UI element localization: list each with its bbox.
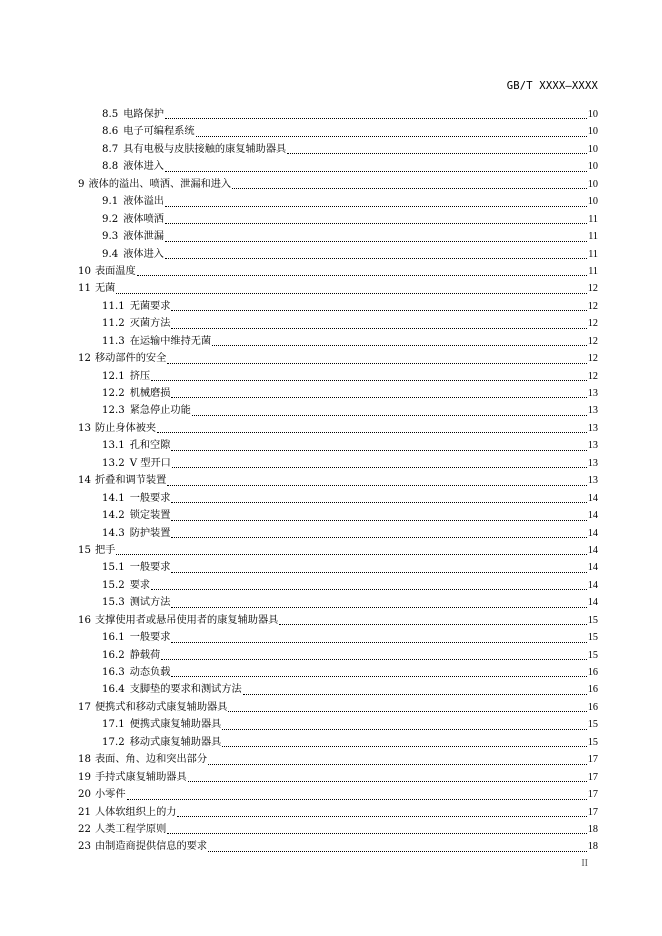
toc-leader-dots [171, 328, 586, 329]
toc-leader-dots [279, 624, 586, 625]
toc-entry-page: 15 [587, 719, 598, 731]
toc-leader-dots [116, 293, 586, 294]
toc-entry[interactable] [78, 612, 598, 629]
toc-entry-page: 14 [587, 527, 598, 539]
toc-entry-number: 15 [78, 544, 91, 556]
toc-leader-dots [171, 572, 586, 573]
toc-entry-number: 9 [78, 178, 85, 190]
toc-entry-number: 19 [78, 771, 91, 783]
toc-entry-page: 11 [588, 265, 598, 277]
toc-entry-page: 12 [587, 353, 598, 365]
toc-entry[interactable] [78, 402, 598, 419]
toc-entry-title: 挤压 [129, 370, 151, 382]
toc-entry[interactable] [78, 211, 598, 228]
toc-entry-title: 锁定装置 [129, 510, 171, 522]
toc-entry[interactable] [78, 699, 598, 716]
toc-entry-number: 22 [78, 823, 91, 835]
toc-entry[interactable] [78, 751, 598, 768]
toc-entry[interactable] [78, 455, 598, 472]
toc-entry-title: 一般要求 [129, 562, 171, 574]
toc-entry-page: 11 [588, 231, 598, 243]
toc-entry-page: 12 [587, 370, 598, 382]
toc-entry[interactable] [78, 176, 598, 193]
toc-entry-page: 13 [587, 422, 598, 434]
toc-entry[interactable] [78, 490, 598, 507]
toc-entry-number: 13.2 [102, 457, 125, 469]
toc-leader-dots [116, 554, 586, 555]
toc-entry-number: 20 [78, 789, 91, 801]
toc-leader-dots [188, 781, 587, 782]
toc-entry[interactable] [78, 437, 598, 454]
toc-entry-number: 8.5 [102, 109, 119, 120]
toc-entry[interactable] [78, 838, 598, 855]
toc-entry-number: 17.2 [102, 736, 125, 748]
toc-entry-page: 17 [587, 806, 598, 818]
standard-code-header: GB/T XXXX—XXXX [506, 80, 598, 92]
toc-entry-page: 12 [587, 283, 598, 295]
toc-entry-page: 16 [587, 701, 598, 713]
toc-entry-number: 14.3 [102, 527, 125, 539]
toc-entry-page: 13 [587, 457, 598, 469]
toc-leader-dots [167, 485, 587, 486]
toc-entry[interactable] [78, 106, 598, 123]
toc-entry-number: 12.2 [102, 388, 125, 399]
toc-leader-dots [167, 363, 587, 364]
toc-entry-number: 16.2 [102, 649, 125, 661]
toc-entry-title: 移动部件的安全 [94, 353, 167, 365]
toc-leader-dots [243, 694, 587, 695]
toc-leader-dots [165, 118, 587, 119]
toc-entry-number: 10 [78, 265, 91, 277]
toc-entry-number: 11 [78, 283, 91, 295]
toc-entry-number: 23 [78, 841, 91, 853]
toc-entry-page: 13 [587, 440, 598, 452]
toc-entry[interactable] [78, 664, 598, 681]
toc-entry-title: 支撑使用者或悬吊使用者的康复辅助器具 [94, 614, 279, 626]
toc-entry-title: 人类工程学原则 [94, 823, 167, 835]
toc-entry-page: 14 [587, 597, 598, 609]
toc-entry-title: 移动式康复辅助器具 [129, 736, 222, 748]
toc-entry[interactable] [78, 246, 598, 263]
toc-entry[interactable] [78, 280, 598, 297]
toc-entry-number: 14.1 [102, 492, 125, 504]
toc-entry-number: 17.1 [102, 719, 125, 731]
toc-leader-dots [171, 502, 586, 503]
toc-entry-page: 14 [587, 544, 598, 556]
toc-entry-title: 液体泄漏 [123, 231, 164, 243]
toc-entry[interactable] [78, 123, 598, 140]
toc-leader-dots [228, 711, 586, 712]
toc-entry[interactable] [78, 298, 598, 315]
toc-entry[interactable] [78, 368, 598, 385]
toc-entry-title: 液体进入 [123, 161, 164, 173]
toc-entry-page: 12 [587, 300, 598, 312]
toc-entry-title: 机械磨损 [129, 388, 171, 399]
toc-entry-number: 17 [78, 701, 91, 713]
toc-entry-title: 液体进入 [123, 248, 164, 260]
toc-entry-title: 灭菌方法 [129, 318, 171, 330]
toc-leader-dots [208, 764, 587, 765]
toc-leader-dots [222, 746, 586, 747]
toc-entry-title: 动态负载 [129, 667, 171, 678]
toc-entry-page: 10 [587, 109, 598, 120]
toc-entry-page: 14 [587, 510, 598, 522]
toc-entry[interactable] [78, 507, 598, 524]
toc-entry-title: 便携式康复辅助器具 [129, 719, 222, 731]
toc-entry-title: 防止身体被夹 [94, 422, 157, 434]
toc-leader-dots [171, 520, 586, 521]
toc-entry-number: 15.2 [102, 579, 125, 591]
toc-entry[interactable] [78, 804, 598, 821]
toc-entry[interactable] [78, 315, 598, 332]
toc-leader-dots [287, 153, 587, 154]
toc-leader-dots [151, 380, 587, 381]
toc-leader-dots [208, 851, 587, 852]
toc-leader-dots [171, 310, 586, 311]
toc-entry-title: 电路保护 [123, 109, 164, 120]
toc-leader-dots [232, 188, 587, 189]
toc-entry[interactable] [78, 769, 598, 786]
toc-entry-title: 一般要求 [129, 632, 171, 644]
toc-entry-title: 把手 [94, 544, 116, 556]
toc-entry-number: 11.2 [102, 318, 125, 330]
toc-entry-number: 12.1 [102, 370, 125, 382]
toc-leader-dots [165, 223, 587, 224]
toc-entry-number: 11.3 [102, 335, 125, 347]
toc-entry-number: 21 [78, 806, 91, 818]
toc-entry-number: 9.2 [102, 213, 119, 225]
toc-leader-dots [137, 275, 587, 276]
toc-entry-title: 液体的溢出、喷洒、泄漏和进入 [88, 178, 232, 190]
toc-entry-page: 17 [587, 771, 598, 783]
toc-entry-number: 11.1 [102, 300, 125, 312]
toc-leader-dots [165, 258, 587, 259]
toc-leader-dots [171, 537, 586, 538]
toc-entry-title: 无菌要求 [129, 300, 171, 312]
toc-entry-title: 折叠和调节装置 [94, 475, 167, 487]
page-number: II [581, 858, 588, 869]
toc-leader-dots [165, 241, 587, 242]
toc-entry[interactable] [78, 821, 598, 838]
toc-leader-dots [171, 607, 586, 608]
toc-entry-title: 静载荷 [129, 649, 161, 661]
toc-entry-number: 15.3 [102, 597, 125, 609]
toc-entry-page: 15 [587, 649, 598, 661]
toc-entry-page: 17 [587, 789, 598, 801]
toc-leader-dots [192, 415, 587, 416]
toc-entry-number: 8.7 [102, 143, 119, 155]
toc-entry[interactable] [78, 577, 598, 594]
toc-entry[interactable] [78, 385, 598, 402]
toc-entry-page: 15 [587, 632, 598, 644]
toc-leader-dots [171, 450, 586, 451]
toc-entry[interactable] [78, 559, 598, 576]
toc-entry-number: 14 [78, 475, 91, 487]
toc-entry-number: 8.6 [102, 126, 119, 138]
toc-entry-page: 13 [587, 388, 598, 399]
toc-leader-dots [171, 642, 586, 643]
toc-entry-page: 16 [587, 684, 598, 696]
toc-entry-title: 由制造商提供信息的要求 [94, 841, 208, 853]
toc-entry[interactable] [78, 525, 598, 542]
toc-entry-number: 18 [78, 754, 91, 766]
toc-entry-page: 18 [587, 823, 598, 835]
toc-entry-title: 小零件 [94, 789, 126, 801]
toc-entry-page: 10 [587, 126, 598, 138]
toc-entry[interactable] [78, 141, 598, 158]
toc-entry-number: 9.4 [102, 248, 119, 260]
toc-leader-dots [196, 136, 587, 137]
toc-entry-page: 10 [587, 178, 598, 190]
toc-entry[interactable] [78, 647, 598, 664]
toc-entry-page: 14 [587, 562, 598, 574]
toc-leader-dots [151, 589, 587, 590]
toc-leader-dots [171, 676, 586, 677]
toc-leader-dots [165, 206, 587, 207]
toc-entry-title: 表面、角、边和突出部分 [94, 754, 208, 766]
toc-entry-title: 便携式和移动式康复辅助器具 [94, 701, 228, 713]
toc-entry-page: 12 [587, 335, 598, 347]
toc-entry[interactable] [78, 228, 598, 245]
toc-entry-number: 9.3 [102, 231, 119, 243]
toc-entry-number: 9.1 [102, 196, 119, 208]
toc-entry-page: 10 [587, 161, 598, 173]
toc-entry-page: 13 [587, 475, 598, 487]
toc-entry-number: 16 [78, 614, 91, 626]
toc-entry-number: 12 [78, 353, 91, 365]
toc-entry-title: V 型开口 [129, 457, 171, 469]
toc-entry-title: 孔和空隙 [129, 440, 171, 452]
toc-entry-number: 14.2 [102, 510, 125, 522]
toc-entry[interactable] [78, 542, 598, 559]
toc-entry[interactable] [78, 629, 598, 646]
toc-entry-number: 16.4 [102, 684, 125, 696]
toc-entry[interactable] [78, 158, 598, 175]
toc-entry-page: 18 [587, 841, 598, 853]
toc-entry-number: 13.1 [102, 440, 125, 452]
toc-entry-title: 具有电极与皮肤接触的康复辅助器具 [123, 143, 287, 155]
toc-leader-dots [165, 171, 587, 172]
toc-leader-dots [212, 345, 587, 346]
toc-entry-title: 无菌 [94, 283, 116, 295]
toc-leader-dots [172, 467, 587, 468]
toc-entry-title: 液体溢出 [123, 196, 164, 208]
toc-entry[interactable] [78, 734, 598, 751]
toc-entry-number: 16.1 [102, 632, 125, 644]
toc-entry-title: 紧急停止功能 [129, 405, 191, 417]
toc-entry-page: 10 [587, 196, 598, 208]
toc-entry-title: 防护装置 [129, 527, 171, 539]
toc-entry-page: 14 [587, 492, 598, 504]
toc-entry-number: 13 [78, 422, 91, 434]
toc-entry[interactable] [78, 420, 598, 437]
toc-entry-title: 人体软组织上的力 [94, 806, 177, 818]
toc-leader-dots [171, 397, 586, 398]
toc-entry-page: 11 [588, 213, 598, 225]
toc-entry[interactable] [78, 263, 598, 280]
toc-leader-dots [161, 659, 587, 660]
toc-entry-title: 电子可编程系统 [123, 126, 195, 138]
toc-entry-number: 8.8 [102, 161, 119, 173]
toc-entry-number: 15.1 [102, 562, 125, 574]
toc-leader-dots [157, 432, 587, 433]
toc-entry[interactable] [78, 594, 598, 611]
toc-leader-dots [127, 799, 587, 800]
toc-entry-page: 15 [587, 614, 598, 626]
toc-entry-title: 要求 [129, 579, 151, 591]
toc-entry[interactable] [78, 786, 598, 803]
toc-entry-page: 15 [587, 736, 598, 748]
toc-entry-title: 支脚垫的要求和测试方法 [129, 684, 242, 696]
toc-entry-title: 表面温度 [94, 265, 136, 277]
toc-entry-title: 液体喷洒 [123, 213, 164, 225]
toc-entry-page: 12 [587, 318, 598, 330]
toc-leader-dots [177, 816, 586, 817]
toc-entry-number: 12.3 [102, 405, 125, 417]
toc-entry[interactable] [78, 681, 598, 698]
toc-entry-page: 11 [588, 248, 598, 260]
toc-entry[interactable] [78, 350, 598, 367]
toc-entry[interactable] [78, 193, 598, 210]
toc-entry-title: 一般要求 [129, 492, 171, 504]
toc-entry-page: 10 [587, 143, 598, 155]
toc-entry-title: 测试方法 [129, 597, 171, 609]
toc-entry-page: 16 [587, 667, 598, 678]
toc-entry[interactable] [78, 472, 598, 489]
toc-entry-page: 13 [587, 405, 598, 417]
toc-entry-title: 在运输中维持无菌 [129, 335, 212, 347]
table-of-contents [78, 106, 598, 856]
toc-leader-dots [167, 833, 587, 834]
toc-entry-number: 16.3 [102, 667, 125, 678]
toc-entry-page: 17 [587, 754, 598, 766]
toc-entry[interactable] [78, 333, 598, 350]
toc-entry-title: 手持式康复辅助器具 [94, 771, 187, 783]
toc-entry[interactable] [78, 716, 598, 733]
toc-entry-page: 14 [587, 579, 598, 591]
toc-leader-dots [222, 729, 586, 730]
